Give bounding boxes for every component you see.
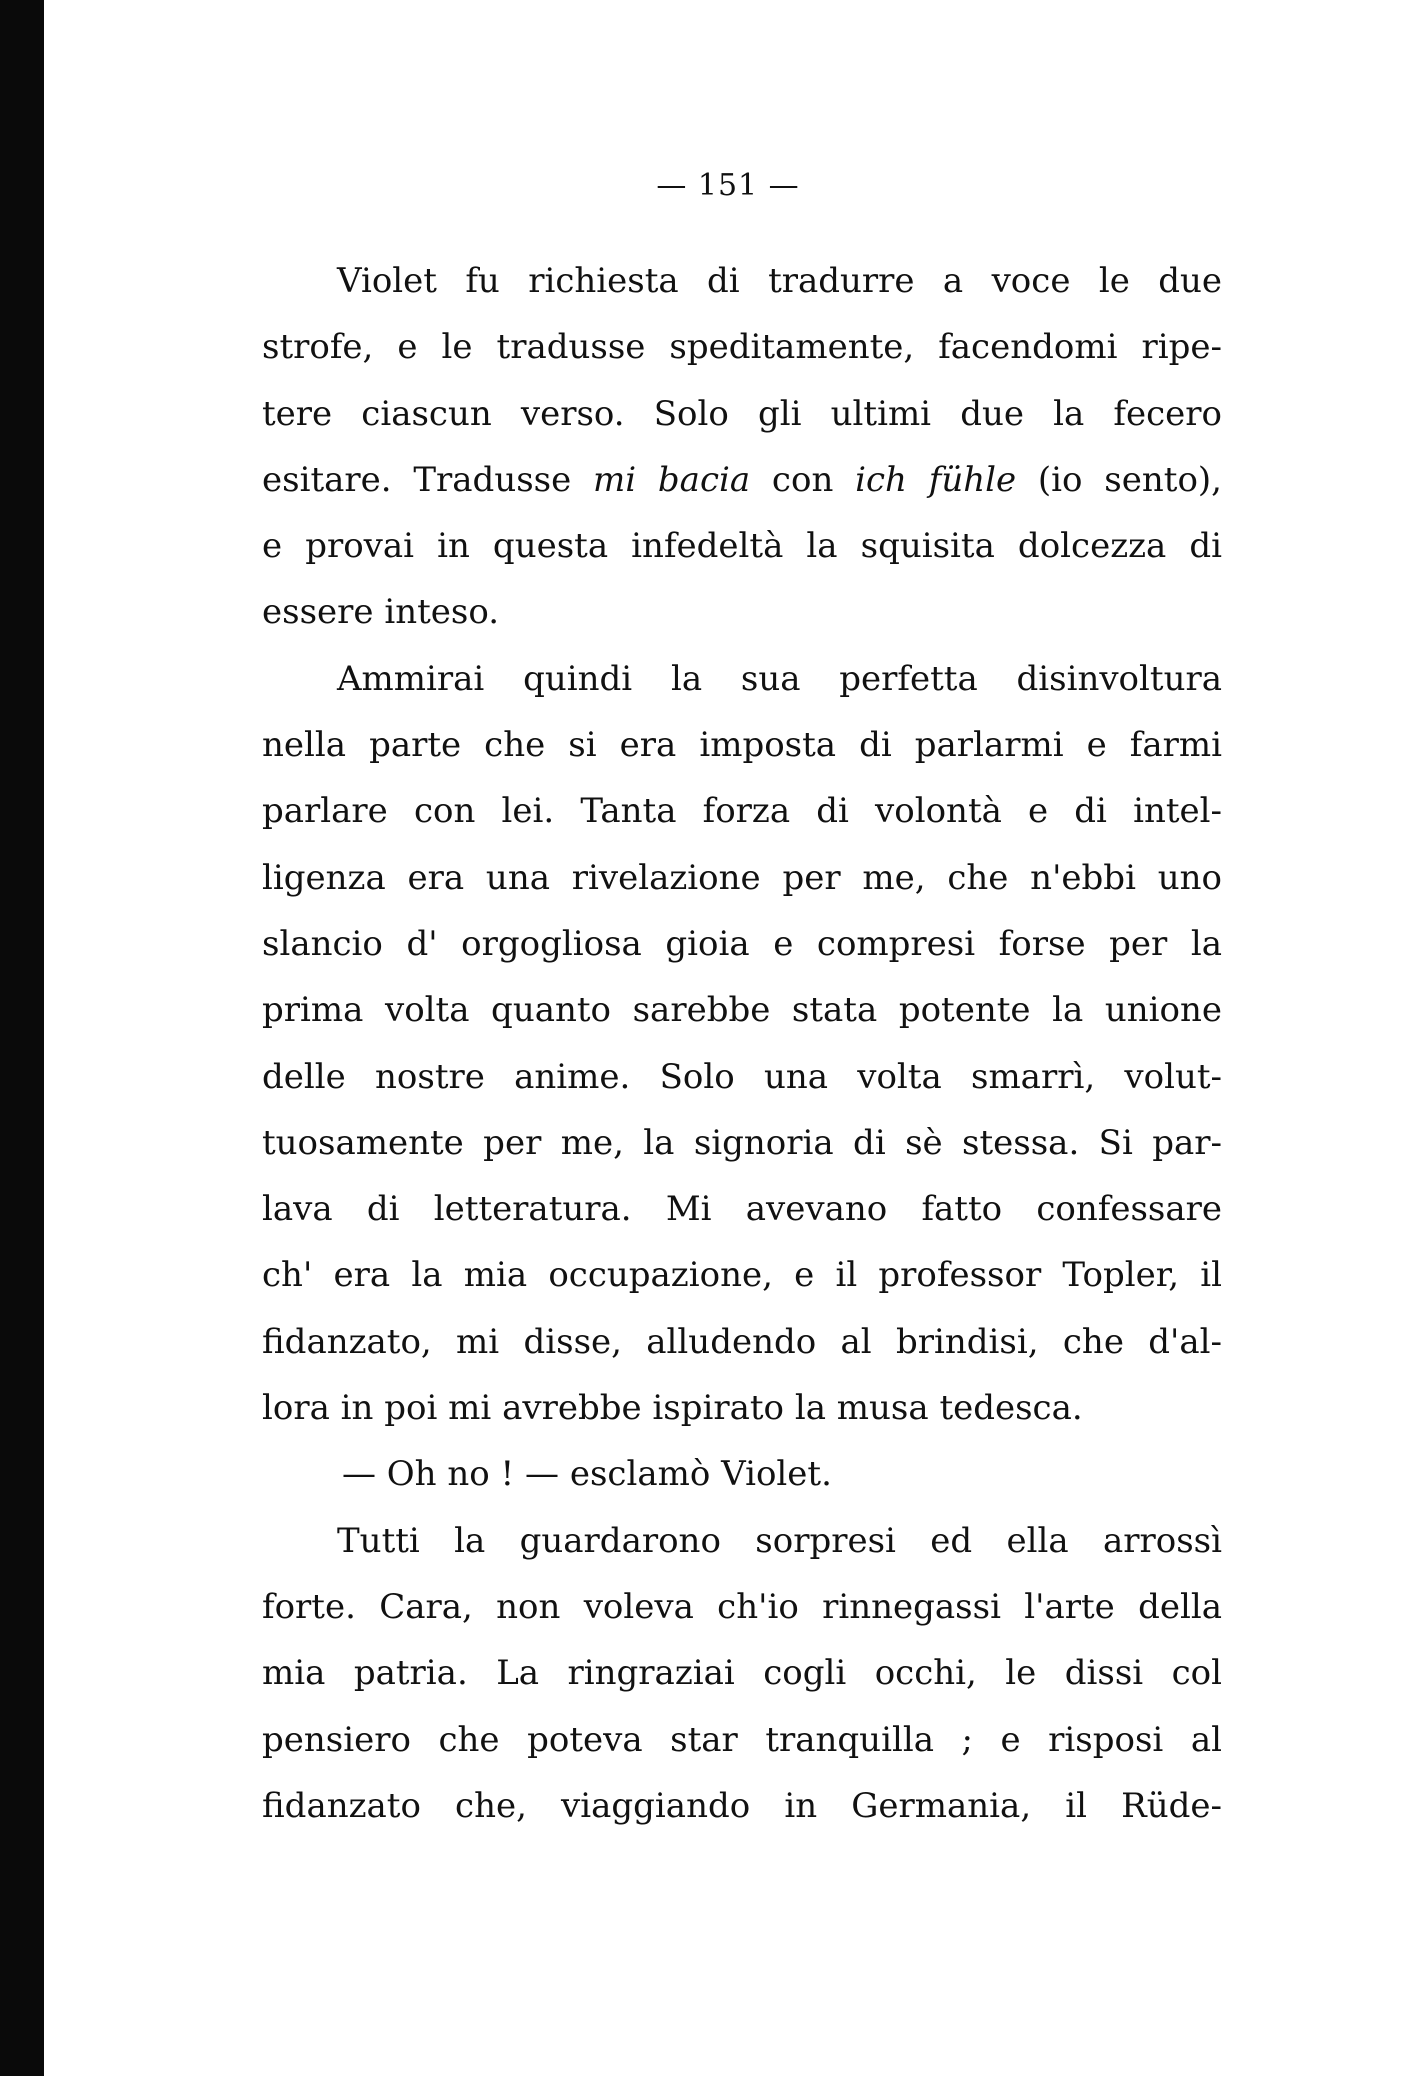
text-line: lava di letteratura. Mi avevano fatto confessare	[262, 1189, 1222, 1230]
body-text	[262, 248, 1222, 1839]
text-run: con	[750, 459, 856, 500]
text-line: e provai in questa infedeltà la squisita dolcezza di	[262, 526, 1222, 567]
text-line: nella parte che si era imposta di parlarmi e farmi	[262, 725, 1222, 766]
text-line: Ammirai quindi la sua perfetta disinvoltura	[337, 658, 1222, 699]
text-line-with-italics	[262, 447, 1222, 513]
text-line: slancio d' orgogliosa gioia e compresi forse per la	[262, 923, 1222, 964]
text-line: lora in poi mi avrebbe ispirato la musa tedesca.	[262, 1388, 1083, 1429]
text-line: ch' era la mia occupazione, e il professor Topler, il	[262, 1255, 1222, 1296]
text-line: essere inteso.	[262, 592, 500, 633]
text-line: prima volta quanto sarebbe stata potente la unione	[262, 990, 1222, 1031]
text-line: tuosamente per me, la signoria di sè stessa. Si par-	[262, 1122, 1222, 1163]
text-line: delle nostre anime. Solo una volta smarrì, volut-	[262, 1056, 1222, 1097]
text-line: mia patria. La ringraziai cogli occhi, le dissi col	[262, 1653, 1222, 1694]
text-line: parlare con lei. Tanta forza di volontà e di intel-	[262, 791, 1222, 832]
italic-phrase: ich fühle	[855, 459, 1017, 500]
text-line: pensiero che poteva star tranquilla ; e risposi al	[262, 1719, 1222, 1760]
text-line: tere ciascun verso. Solo gli ultimi due la fecero	[262, 393, 1222, 434]
text-line: fidanzato, mi disse, alludendo al brindisi, che d'al-	[262, 1321, 1222, 1362]
dialogue-line: — Oh no ! — esclamò Violet.	[342, 1454, 832, 1495]
italic-phrase: mi bacia	[593, 459, 751, 500]
text-line: Violet fu richiesta di tradurre a voce le due	[337, 261, 1222, 301]
text-line: strofe, e le tradusse speditamente, facendomi ripe-	[262, 327, 1222, 368]
text-run: esitare. Tradusse	[262, 459, 594, 500]
scan-binding-edge	[0, 0, 44, 2076]
page-number: — 151 —	[656, 168, 800, 203]
text-line: forte. Cara, non voleva ch'io rinnegassi l'arte della	[262, 1586, 1222, 1627]
text-line: Tutti la guardarono sorpresi ed ella arrossì	[337, 1520, 1222, 1561]
text-line: fidanzato che, viaggiando in Germania, il Rüde-	[262, 1785, 1222, 1826]
text-run: (io sento),	[1016, 459, 1222, 500]
text-line: ligenza era una rivelazione per me, che n'ebbi uno	[262, 857, 1222, 898]
